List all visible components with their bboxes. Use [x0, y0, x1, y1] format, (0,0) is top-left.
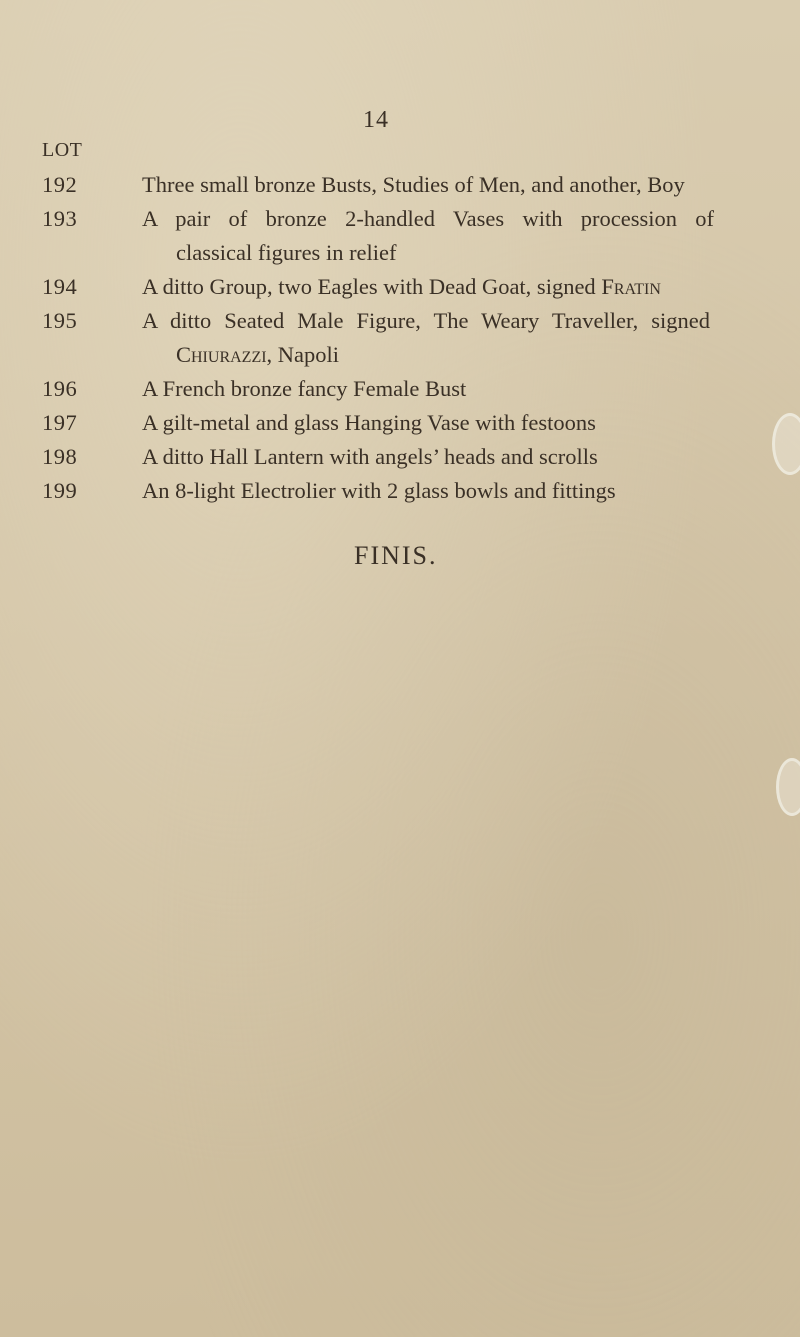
lot-number: 198	[42, 444, 78, 469]
lot-entry	[0, 202, 800, 270]
lot-description	[142, 168, 782, 202]
lot-column-header: LOT	[42, 139, 83, 161]
paper-hole-mark	[772, 413, 800, 475]
lot-entry	[0, 474, 800, 508]
signature-name: Fratin	[601, 274, 661, 299]
page-number: 14	[363, 107, 389, 133]
lot-description-line: Three small bronze Busts, Studies of Men, and another, Boy	[142, 172, 685, 197]
lot-description	[142, 440, 782, 474]
lot-description-line: A French bronze fancy Female Bust	[142, 376, 467, 401]
lot-description	[142, 474, 782, 508]
lot-number: 199	[42, 478, 78, 503]
signature-name: Chiurazzi	[176, 342, 267, 367]
lot-entry	[0, 168, 800, 202]
lot-description	[142, 406, 782, 440]
lot-description-line: A ditto Hall Lantern with angels’ heads and scrolls	[142, 444, 598, 469]
lot-description	[142, 202, 782, 270]
lot-description-text: , Napoli	[266, 342, 340, 367]
lot-number: 194	[42, 274, 78, 299]
lot-entry	[0, 304, 800, 372]
lot-list	[0, 168, 800, 508]
lot-description-line	[142, 338, 782, 372]
lot-description-line: classical figures in relief	[176, 240, 397, 265]
lot-description-text: A ditto Group, two Eagles with Dead Goat, signed	[142, 274, 602, 299]
lot-description	[142, 304, 782, 372]
lot-description-line: A ditto Seated Male Figure, The Weary Traveller, signed	[142, 308, 710, 333]
lot-entry	[0, 270, 800, 304]
lot-description-line: An 8-light Electrolier with 2 glass bowls and fittings	[142, 478, 616, 503]
lot-description	[142, 270, 782, 304]
lot-description-line: A gilt-metal and glass Hanging Vase with festoons	[142, 410, 596, 435]
paper-hole-mark	[776, 758, 800, 816]
lot-number: 192	[42, 172, 78, 197]
lot-entry	[0, 440, 800, 474]
lot-number: 196	[42, 376, 78, 401]
lot-description	[142, 372, 782, 406]
lot-entry	[0, 406, 800, 440]
finis-label: FINIS.	[354, 541, 438, 570]
lot-description-line: A pair of bronze 2-handled Vases with procession of	[142, 206, 714, 231]
lot-number: 195	[42, 308, 78, 333]
lot-number: 193	[42, 206, 78, 231]
lot-entry	[0, 372, 800, 406]
lot-description-line	[142, 270, 782, 304]
lot-number: 197	[42, 410, 78, 435]
